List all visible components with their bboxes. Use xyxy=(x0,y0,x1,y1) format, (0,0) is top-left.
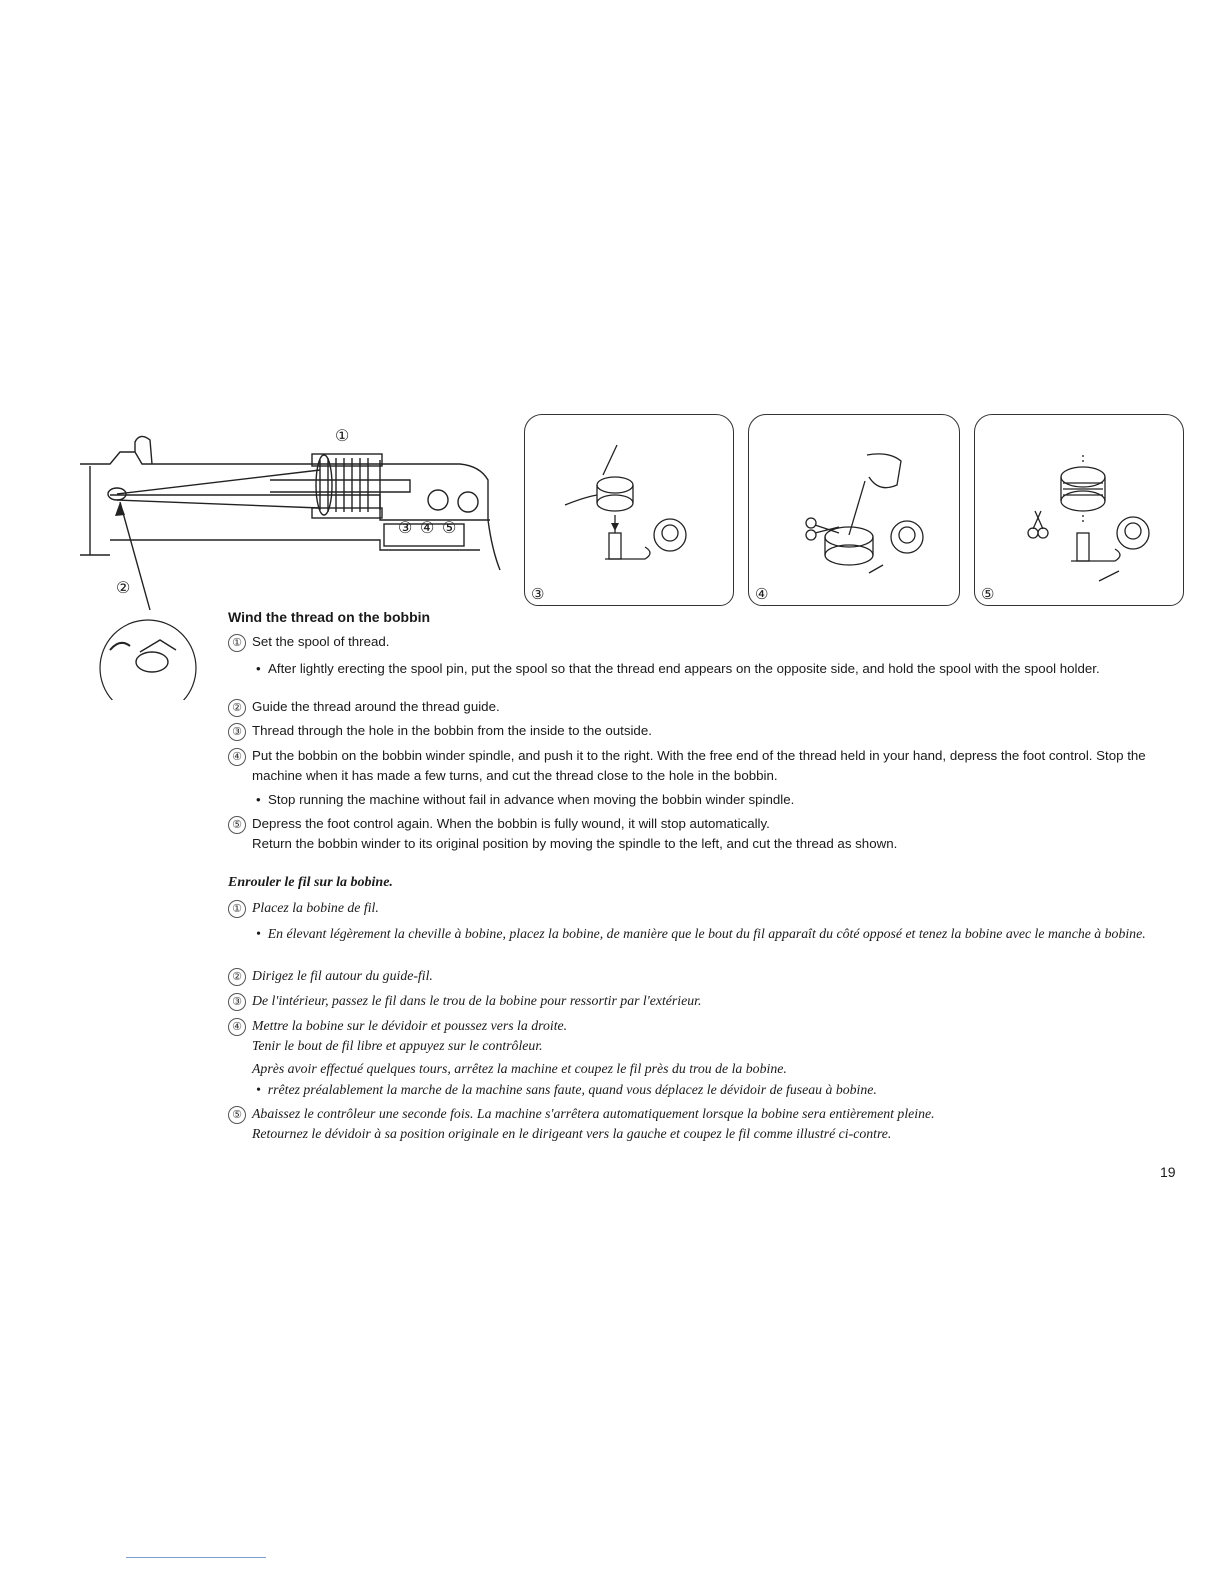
bullet: • xyxy=(256,926,261,941)
page-number: 19 xyxy=(1160,1164,1176,1180)
step-text: De l'intérieur, passez le fil dans le trou de la bobine pour ressortir par l'extérieur. xyxy=(252,993,702,1008)
step-text-2: Retournez le dévidoir à sa position originale en le dirigeant vers la gauche et coupez le fil comme illustré ci-contre. xyxy=(252,1126,892,1141)
step-text: Placez la bobine de fil. xyxy=(252,900,379,915)
en-step-3 xyxy=(228,721,1188,741)
full-bobbin-drawing xyxy=(975,415,1183,605)
panel-label: ⑤ xyxy=(981,586,995,603)
panel-step-4 xyxy=(748,414,960,606)
fr-step-2 xyxy=(228,966,1188,986)
panel-label: ④ xyxy=(755,586,769,603)
fr-step-4 xyxy=(228,1016,1188,1079)
note-text: Stop running the machine without fail in advance when moving the bobbin winder spindle. xyxy=(268,792,795,807)
panel-label: ③ xyxy=(531,586,545,603)
step-number: ⑤ xyxy=(228,1106,246,1124)
step-number: ② xyxy=(228,699,246,717)
step-number: ② xyxy=(228,968,246,986)
note-text: After lightly erecting the spool pin, put the spool so that the thread end appears on the opposite side, and hold the spool with the spool holder. xyxy=(268,661,1100,676)
callout-5: ⑤ xyxy=(442,520,457,537)
callout-4: ④ xyxy=(420,520,435,537)
step-number: ③ xyxy=(228,723,246,741)
sewing-machine-top-drawing xyxy=(80,420,510,700)
en-step-1-note xyxy=(228,659,1188,679)
step-text: Guide the thread around the thread guide. xyxy=(252,699,500,714)
callout-1: ① xyxy=(335,428,350,445)
panel-step-3 xyxy=(524,414,734,606)
step-text: Abaissez le contrôleur une seconde fois. La machine s'arrêtera automatiquement lorsque la bobine sera entièrement pleine. xyxy=(252,1106,935,1121)
bobbin-thread-drawing xyxy=(525,415,733,605)
en-step-4-note xyxy=(228,790,1188,810)
step-text: Thread through the hole in the bobbin from the inside to the outside. xyxy=(252,723,652,738)
callout-2: ② xyxy=(116,580,131,597)
note-text: En élevant légèrement la cheville à bobine, placez la bobine, de manière que le bout du fil apparaît du côté opposé et tenez la bobine avec le manche à bobine. xyxy=(267,926,1146,941)
bullet: • xyxy=(256,661,261,676)
en-step-1 xyxy=(228,632,1188,652)
machine-illustration xyxy=(80,420,510,700)
cut-thread-drawing xyxy=(749,415,959,605)
english-heading: Wind the thread on the bobbin xyxy=(228,609,431,625)
fr-step-1-note xyxy=(228,924,1188,944)
step-number: ③ xyxy=(228,993,246,1011)
step-text-3: Après avoir effectué quelques tours, arrêtez la machine et coupez le fil près du trou de la bobine. xyxy=(252,1061,787,1076)
step-number: ④ xyxy=(228,748,246,766)
fr-step-1 xyxy=(228,898,1188,918)
footnote-rule xyxy=(126,1557,266,1558)
en-step-2 xyxy=(228,697,1188,717)
callout-3: ③ xyxy=(398,520,413,537)
step-text: Depress the foot control again. When the bobbin is fully wound, it will stop automatically. xyxy=(252,816,770,831)
note-text: rrêtez préalablement la marche de la machine sans faute, quand vous déplacez le dévidoir de fuseau à bobine. xyxy=(267,1082,877,1097)
bullet: • xyxy=(256,792,261,807)
fr-step-3 xyxy=(228,991,1188,1011)
step-number: ① xyxy=(228,634,246,652)
step-number: ① xyxy=(228,900,246,918)
step-number: ④ xyxy=(228,1018,246,1036)
step-text: Dirigez le fil autour du guide-fil. xyxy=(252,968,433,983)
fr-step-5 xyxy=(228,1104,1188,1144)
step-text-2: Return the bobbin winder to its original position by moving the spindle to the left, and cut the thread as shown. xyxy=(252,836,898,851)
fr-step-4-note xyxy=(228,1080,1188,1100)
step-text: Mettre la bobine sur le dévidoir et poussez vers la droite. xyxy=(252,1018,568,1033)
step-text: Put the bobbin on the bobbin winder spindle, and push it to the right. With the free end of the thread held in your hand, depress the foot control. Stop the machine when it has made a few turns, and cut the thread close to the hole in the bobbin. xyxy=(252,748,1146,783)
panel-step-5 xyxy=(974,414,1184,606)
step-text: Set the spool of thread. xyxy=(252,634,390,649)
french-heading: Enrouler le fil sur la bobine. xyxy=(228,875,393,890)
bullet: • xyxy=(256,1082,261,1097)
en-step-4 xyxy=(228,746,1188,786)
en-step-5 xyxy=(228,814,1188,854)
step-text-2: Tenir le bout de fil libre et appuyez sur le contrôleur. xyxy=(252,1038,543,1053)
step-number: ⑤ xyxy=(228,816,246,834)
